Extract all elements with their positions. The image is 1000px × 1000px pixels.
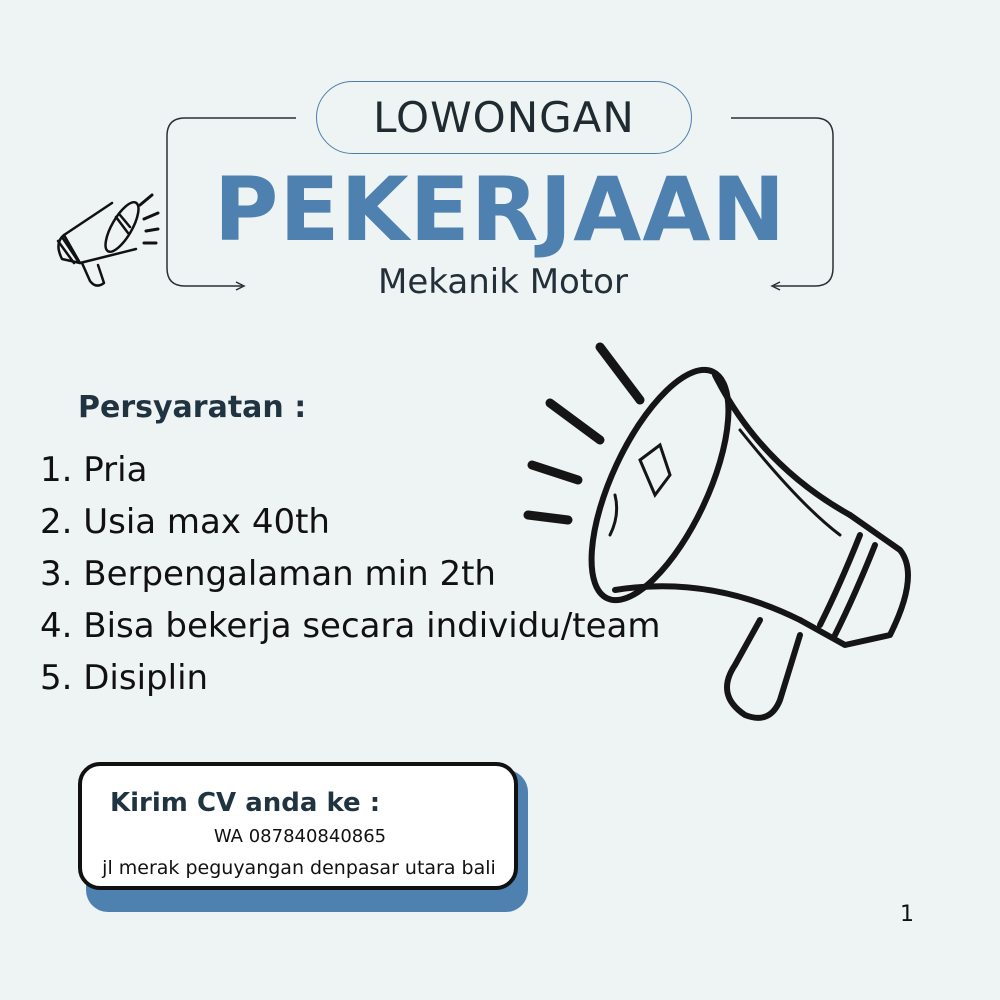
list-item: 4. Bisa bekerja secara individu/team <box>40 606 661 646</box>
lowongan-badge <box>316 81 692 154</box>
megaphone-icon-large <box>510 335 930 725</box>
address-text: jl merak peguyangan denpasar utara bali <box>102 857 496 879</box>
requirements-heading: Persyaratan : <box>78 390 307 425</box>
lowongan-label: LOWONGAN <box>373 93 635 142</box>
list-item: 5. Disiplin <box>40 658 209 698</box>
megaphone-icon-small <box>40 185 160 295</box>
job-subtitle: Mekanik Motor <box>378 262 628 302</box>
list-item: 2. Usia max 40th <box>40 502 330 542</box>
list-item: 1. Pria <box>40 450 148 490</box>
page-title: PEKERJAAN <box>213 158 787 261</box>
contact-heading: Kirim CV anda ke : <box>110 788 381 818</box>
page-number: 1 <box>900 902 914 927</box>
list-item: 3. Berpengalaman min 2th <box>40 554 496 594</box>
whatsapp-number: WA 087840840865 <box>213 826 387 847</box>
